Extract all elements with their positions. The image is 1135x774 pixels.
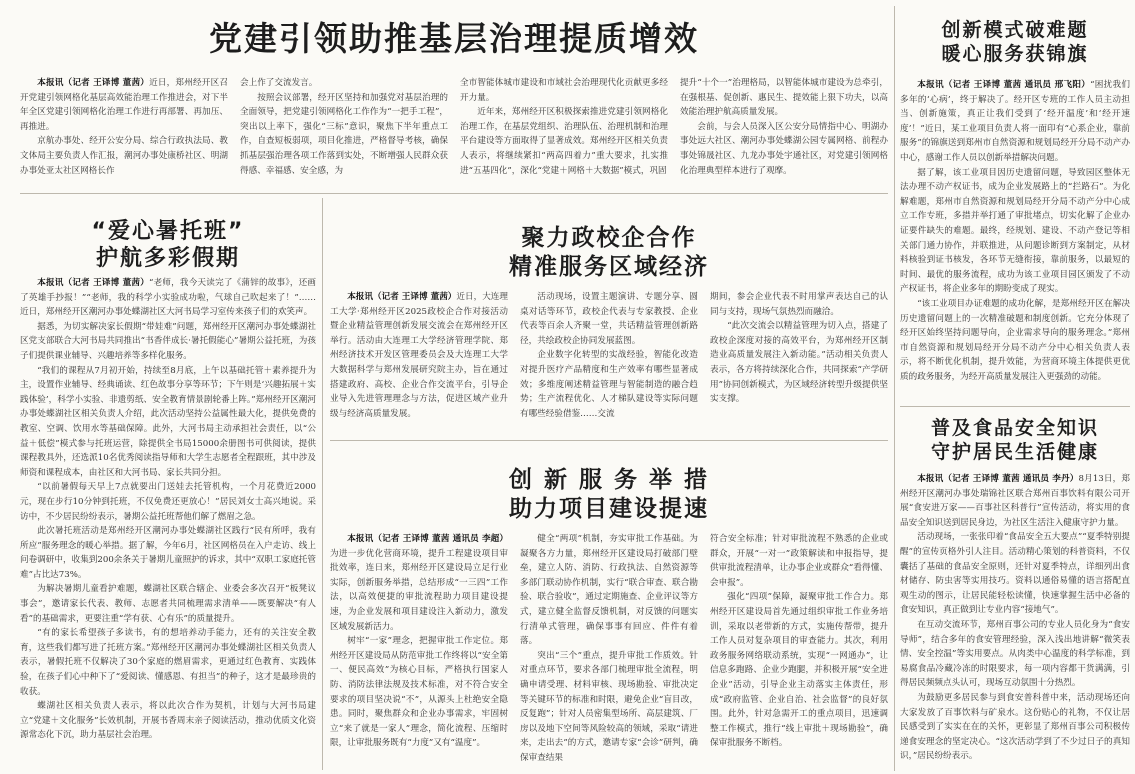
body-column — [330, 290, 508, 432]
body-column — [710, 532, 888, 768]
body-column — [460, 76, 668, 188]
paragraph: “有的家长希望孩子多读书，有的想培养动手能力，还有的关注安全教育，这些我们都写进了托班方案。”郑州经开区潮河办事处蝶湖社区相关负责人表示，暑假托班不仅解决了30个家庭的燃眉需求，更通过红色教育、实践体验，在孩子们心中种下了“爱阅读、懂感恩、有担当”的种子，这才是最珍贵的收获。 — [20, 628, 316, 697]
paragraph: 企业数字化转型的实战经验，智能化改造对提升医疗产品精度和生产效率有哪些显著成效；多维度阐述精益管理与智能制造的融合趋势；生产流程优化、人才梯队建设等实际问题有哪些经验借鉴……交流 — [520, 350, 698, 419]
paragraph: 健全“两项”机制，夯实审批工作基础。为凝聚各方力量，郑州经开区建设局打破部门壁垒，建立人防、消防、行政执法、自然资源等多部门联动协作机制，实行“联合审查、联合勘验、联合验收”，通过定期施查、企业评议等方式，建立健全监督反馈机制，对反馈的问题实行清单式管理，确保事事有回应、件件有着落。 — [520, 534, 698, 647]
headline-line: 创新模式破难题 — [941, 19, 1089, 41]
paragraph: 为解决暑期儿童看护难题，蝶湖社区联合辖企、业委会多次召开“板凳议事会”，邀请家长代表、教师、志愿者共同梳理需求清单——既要解决“有人看”的基础需求，更要注重“学有获、心有乐”的质量提升。 — [20, 584, 316, 624]
body-column — [520, 290, 698, 432]
article-body — [900, 472, 1130, 768]
paragraph: “该工业项目办证难题的成功化解，是郑州经开区在解决历史遗留问题上的一次精准破题和制度创新。它充分体现了经开区始终坚持问题导向，企业需求导向的服务理念。”郑州市自然资源和规划局经开分局不动产分中心相关负责人表示，将不断优化机制，提升效能，为营商环境主体提供更优质的政务服务，为经开高质量发展注入更强劲的动能。 — [900, 298, 1130, 382]
paragraph: 此次暑托班活动是郑州经开区潮河办事处蝶湖社区践行“民有所呼，我有所应”服务理念的暖心举措。据了解，今年6月，社区网格员在入户走访、线上问卷调研中，收集到200余条关于暑期儿童照护的诉求，其中“双职工家庭托管难”占比达73%。 — [20, 526, 316, 580]
byline: 本报讯（记者 王译博 董茜 通讯员 李超） — [347, 534, 508, 544]
headline-line: 创 新 服 务 举 措 — [508, 467, 710, 493]
byline: 本报讯（记者 王译博 董茜） — [37, 78, 150, 88]
paragraph: 据了解，该工业项目因历史遗留问题，导致园区整体无法办理不动产权证书，成为企业发展路上的“拦路石”。为化解难题，郑州市自然资源和规划局经开分局不动产分中心成立工作专班，多措并举打通了审批堵点，切实化解了企业办证要件缺失的难题。最终，经规划、建设、不动产登记等相关部门通力协作，并联推进，从问题诊断到方案制定，从材料核验到证书核发，各环节无缝衔接，靠前服务，以最短的时间、最优的服务流程，成功为该工业项目园区颁发了不动产权证书，将企业多年的期盼变成了现实。 — [900, 167, 1130, 295]
paragraph: 8月13日，郑州经开区潮河办事处瑞锦社区联合郑州百事饮料有限公司开展“食安进万家——百事社区科普行”宣传活动，将实用的食品安全知识送到居民身边，为社区生活注入健康守护力量。 — [900, 474, 1130, 528]
byline: 本报讯（记者 王译博 董茜 通讯员 邢飞阳） — [917, 80, 1091, 90]
body-column — [330, 532, 508, 768]
paragraph: 按照会议部署，经开区坚持和加强党对基层治理的全面领导，把党建引领网格化工作作为“一把手工程”，突出以上率下，强化“三标”意识，聚焦下半年重点工作，自查短板弱项，项目化推进，严格督导考核，确保抓基层强治理各项工作落到实处，不断增强人民群众获得感、幸福感、安全感，为 — [240, 92, 448, 176]
paragraph: 京航办事处、经开公安分局、综合行政执法局、教文体局主要负责人作汇报，潮河办事处康桥社区、明湖办事处亚太社区网格长作 — [20, 136, 228, 176]
headline-line: 守护居民生活健康 — [930, 441, 1099, 463]
article-body — [20, 276, 316, 768]
headline-line: 聚力政校企合作 — [521, 225, 697, 251]
article-party-building — [20, 6, 888, 190]
column-divider — [894, 6, 895, 771]
body-column — [710, 290, 888, 432]
paragraph: 全市智能体城市建设和市域社会治理现代化贡献更多经开力量。 — [460, 78, 668, 103]
paragraph: 活动现场，设置主题演讲、专题分享、圆桌对话等环节，政校企代表与专家教授、企业代表等百余人齐聚一堂，共话精益管理创新路径，共绘政校企协同发展蓝图。 — [520, 292, 698, 346]
article-headline — [330, 224, 888, 282]
paragraph: 突出“三个”重点，提升审批工作质效。针对重点环节，要求各部门梳理审批全流程，明确申请受理、材料审核、现场勘验、审批决定等关键环节的标准和时限，避免企业“盲目改，反复跑”；针对人员密集型场所、高层建筑、厂房以及地下空间等风险较高的领域，采取“请进来，走出去”的方式，邀请专家“会诊”研判，确保审查结果 — [520, 650, 698, 763]
headline-line: 党建引领助推基层治理提质增效 — [209, 19, 699, 58]
paragraph: 在互动交流环节，郑州百事公司的专业人员化身为“食安导师”，结合多年的食安管理经验，深入浅出地讲解“微笑表情、安全控温”等实用要点。从肉类中心温度的科学标准，到易腐食品冷藏冷冻的时限要求，每一项内容都干货满满，引得居民频频点头认可，现场互动氛围十分热烈。 — [900, 619, 1130, 689]
body-column — [240, 76, 448, 188]
paragraph: 提升“十个一”治理格局，以智能体城市建设为总牵引，在强根基、促创新、惠民生、提效能上狠下功夫，以高效能治理护航高质量发展。 — [680, 78, 888, 118]
article-innovative-mode — [900, 6, 1130, 402]
paragraph: 为鼓励更多居民参与到食安普科普中来，活动现场还向大家发放了百事饮料与矿泉水。这份贴心的礼物，不仅让居民感受到了实实在在的关怀，更彰显了郑州百事公司积极传递食安理念的坚定决心。“这次活动学到了不少过日子的真知识，”居民纷纷表示。 — [900, 692, 1130, 762]
paragraph: 强化“四项”保障，凝聚审批工作合力。郑州经开区建设局首先通过组织审批工作业务培训，采取以老带新的方式，实施传帮带，提升工作人员对复杂项目的审查能力。其次，利用政务服务网络联动系统，实现“一网通办”，让信息多跑路、企业少跑腿，并积极开展“安全进企业”活动，引导企业主动落实主体责任，形成“政府监管、企业自治、社会监督”的良好氛围。此外，针对急需开工的重点项目，迅速调整工作模式，推行“线上审批＋现场勘验”，确保审批服务不断档。 — [710, 592, 888, 749]
paragraph: 符合安全标准；针对审批流程不熟悉的企业或群众，开展“一对一”政策解读和申报指导，提供审批流程清单，让办事企业或群众“看得懂、会申报”。 — [710, 534, 888, 588]
article-body — [330, 290, 888, 432]
paragraph: 近日，大连理工大学·郑州经开区2025政校企合作对接活动暨企业精益管理创新发展交流会在郑州经开区举行。活动由大连理工大学经济管理学院、郑州经济技术开发区管理委员会及大连理工大学大数据科学与郑州发展研究院主办，旨在通过搭建政府、高校、企业合作交流平台，引导企业导入先进管理理念与方法，促进区域产业升级与经济高质量发展。 — [330, 292, 508, 419]
byline: 本报讯（记者 王译博 董茜 通讯员 李丹） — [917, 474, 1079, 484]
byline: 本报讯（记者 王译博 董茜） — [347, 292, 457, 302]
article-body — [20, 76, 888, 188]
paragraph: 近年来，郑州经开区积极探索推进党建引领网格化治理工作，在基层党组织、治理队伍、治理机制和治理平台建设等方面取得了显著成效。郑州经开区相关负责人表示，将继续紧扣“两高四着力”重大要求，扎实推进“五基四化”，深化“党建＋网格＋大数据”模式，巩固 — [460, 107, 668, 176]
paragraph: 会上作了交流发言。 — [240, 78, 318, 88]
paragraph: “此次交流会以精益管理为切入点，搭建了政校企深度对接的高效平台，为郑州经开区制造业高质量发展注入新动能。”活动相关负责人表示，各方将持续深化合作，共同探索“产学研用”协同创新模式，为区域经济转型升级提供坚实支撑。 — [710, 321, 888, 405]
paragraph: 会前，与会人员深入区公安分局情指中心、明湖办事处远大社区、潮河办事处蝶湖公园专属网格、前程办事处锦晟社区、九龙办事处宇通社区，对党建引领网格化治理典型样本进行了观摩。 — [680, 121, 888, 176]
article-headline — [900, 18, 1130, 66]
article-food-safety — [900, 410, 1130, 770]
section-divider — [330, 440, 888, 441]
article-summer-care — [20, 198, 316, 770]
article-headline — [20, 18, 888, 60]
headline-line: 助力项目建设提速 — [509, 496, 709, 522]
body-column — [900, 472, 1130, 768]
article-headline — [20, 218, 316, 272]
paragraph: 期间，参会企业代表不时用掌声表达自己的认同与支持，现场气氛热烈而融洽。 — [710, 292, 888, 317]
paragraph: 为进一步优化营商环境，提升工程建设项目审批效率，连日来，郑州经开区建设局立足行业实际，创新服务举措，总结形成“一三四”工作法，以高效便捷的审批流程助力项目建设提速，为企业发展和项目建设注入新动力，激发区域发展新活力。 — [330, 548, 508, 632]
paragraph: “我们的课程从7月初开始，持续至8月底，上午以基础托管＋素养提升为主，设置作业辅导、经典诵读、红色故事分享等环节；下午则是‘兴趣拓展＋实践体验’，科学小实验、非遗剪纸、安全教育情景剧轮番上阵。”郑州经开区潮河办事处蝶湖社区相关负责人介绍，此次活动坚持公益属性最大化，提供免费的教室、空调、饮用水等基础保障。此外，大河书局主动承担社会责任，以“公益＋低偿”模式参与托班运营，除提供全书局15000余册图书可供阅读，提供课程教具外，还选派10名优秀阅读指导师和大学生志愿者全程跟班，其中涉及师资和课程成本，由社区和大河书局、家长共同分担。 — [20, 365, 316, 478]
paragraph: “老师，我今天读完了《蒲锌的故事》，还画了英雄手抄报！”“老师，我的科学小实验成功啦，气球自己吹起来了！”……近日，郑州经开区潮河办事处蝶湖社区大河书局学习室传来孩子们的欢笑声。 — [20, 278, 316, 318]
headline-line: 普及食品安全知识 — [930, 417, 1099, 439]
article-body — [900, 78, 1130, 398]
column-divider — [322, 198, 323, 770]
article-headline — [900, 416, 1130, 464]
paragraph: 蝶湖社区相关负责人表示，将以此次合作为契机，计划与大河书局建立“党建＋文化服务”长效机制，开展书香周末亲子阅读活动，推动优质文化资源常态化下沉，助力基层社会治理。 — [20, 701, 316, 741]
body-column — [680, 76, 888, 188]
byline: 本报讯（记者 王译博 董茜） — [37, 278, 149, 288]
article-service-measures — [330, 444, 888, 770]
body-column — [900, 78, 1130, 398]
body-column — [520, 532, 698, 768]
paragraph: 据悉，为切实解决家长假期“带娃难”问题，郑州经开区潮河办事处蝶湖社区党支部联合大河书局共同推出“书香伴成长·暑托假能心”暑期公益托班，为孩子们提供课业辅导、兴趣培养等多样化服务。 — [20, 321, 316, 361]
body-column — [20, 276, 316, 768]
headline-line: 暖心服务获锦旗 — [941, 43, 1089, 65]
paragraph: “以前暑假每天早上7点就要出门送娃去托管机构，一个月花费近2000元，现在步行10分钟到托班，不仅免费还更放心！”居民刘女士高兴地说。采访中，不少居民纷纷表示，暑期公益托班帮他们解了燃眉之急。 — [20, 482, 316, 522]
paragraph: “困扰我们多年的‘心病’，终于解决了。经开区专班的工作人员主动担当、创新施策，真正让我们受到了‘经开温度’和‘经开速度’！”近日，某工业项目负责人将一面印有“心系企业，靠前服务”的锦旗送到郑州市自然资源和规划局经开分局不动产办中心，感谢工作人员以创新举措解决问题。 — [900, 80, 1130, 163]
paragraph: 活动现场，一张张印着“食品安全五大要点”“夏季特别提醒”的宣传页格外引人注目。活动精心策划的科普资料，不仅囊括了基础的食品安全原则，还针对夏季特点，详细列出食材储存、防虫害等实用技巧。资料以通俗易懂的语言搭配直观生动的图示，让居民能轻松读懂，快速掌握生活中必备的食安知识，真正做到让专业内容“接地气”。 — [900, 532, 1130, 616]
article-headline — [330, 466, 888, 524]
section-divider — [900, 406, 1130, 407]
paragraph: 树牢“一家”理念，把握审批工作定位。郑州经开区建设局从防范审批工作终将以“安全第一、便民高效”为核心目标，严格执行国家人防、消防法律法规及技术标准，对不符合安全要求的项目坚决说“不”，从源头上杜绝安全隐患。同时，聚焦群众和企业办事需求，牢固树立“来了就是一家人”理念，简化流程、压缩时限，让审批服务既有“力度”又有“温度”。 — [330, 636, 508, 749]
headline-line: “爱心暑托班” — [91, 219, 245, 244]
headline-line: 精准服务区域经济 — [509, 254, 709, 280]
body-column — [20, 76, 228, 188]
article-gov-school-enterprise — [330, 198, 888, 436]
article-body — [330, 532, 888, 768]
headline-line: 护航多彩假期 — [95, 246, 240, 271]
paragraph: 近日，郑州经开区召开党建引领网格化基层高效能治理工作推进会，对下半年全区党建引领网格化治理工作进行再部署、再加压、再推进。 — [20, 78, 228, 132]
section-divider — [20, 193, 888, 194]
